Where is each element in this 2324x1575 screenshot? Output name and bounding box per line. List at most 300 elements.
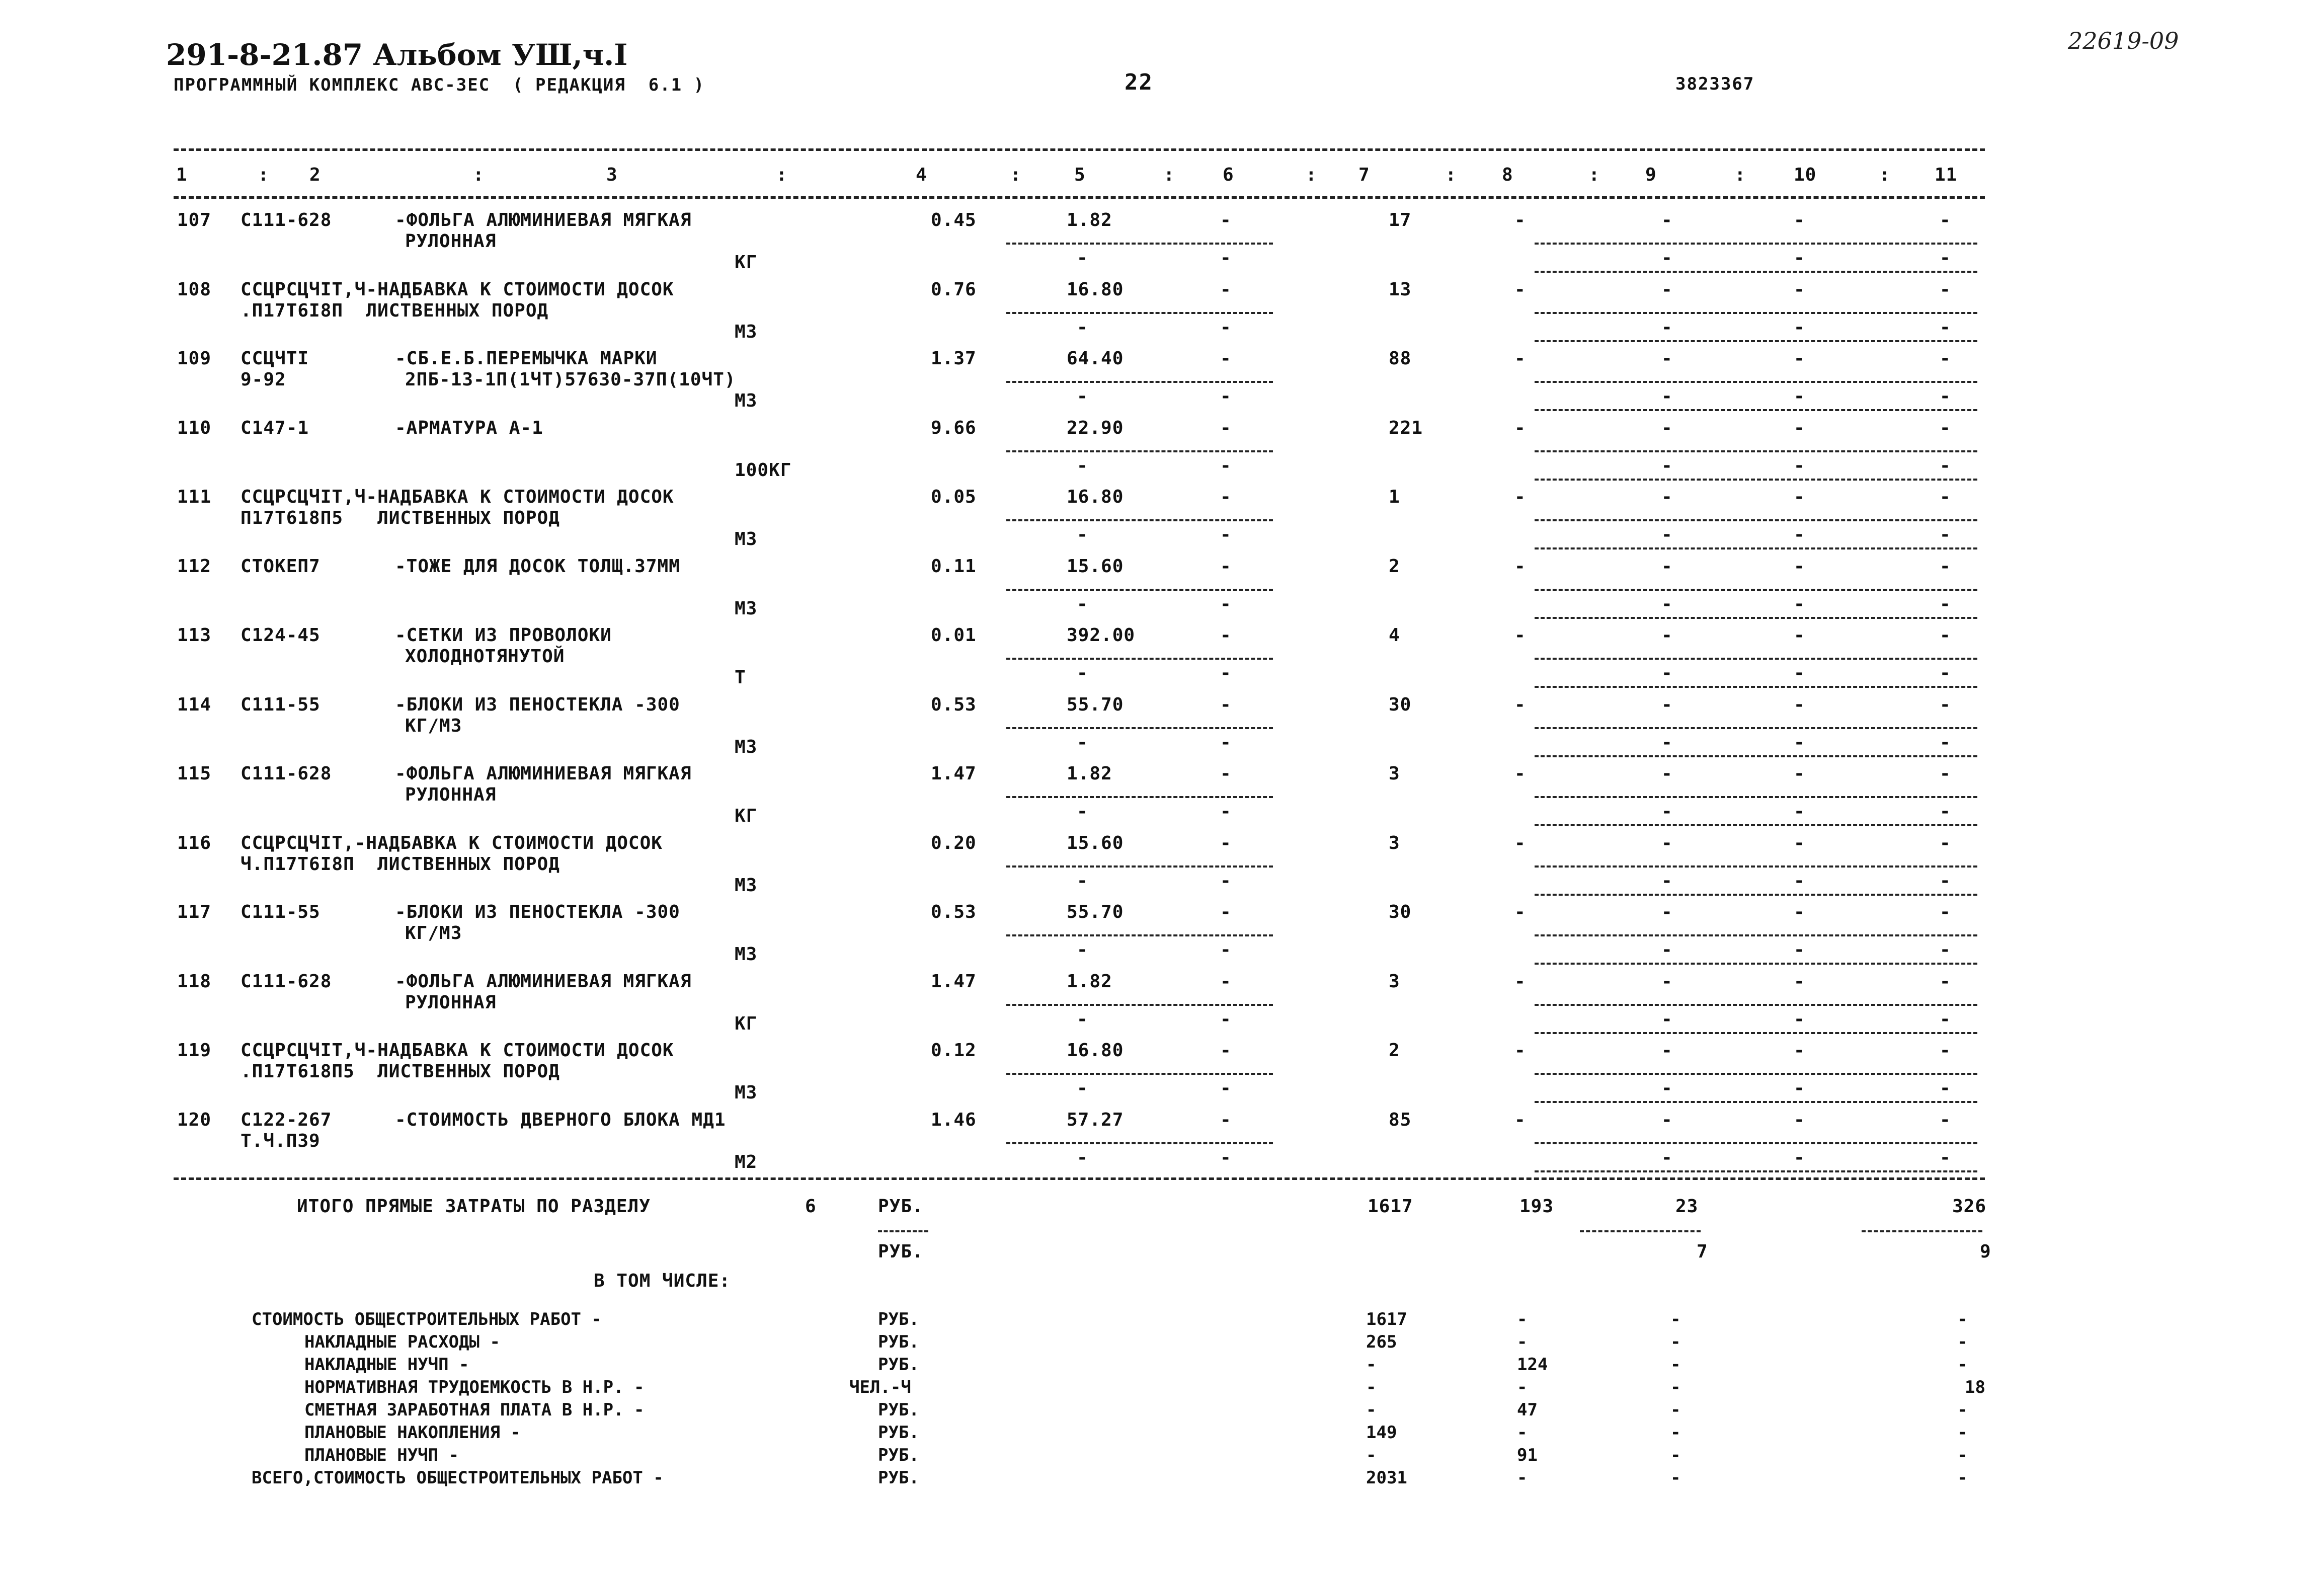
- summary-col7: 149: [1366, 1423, 1397, 1443]
- row-description: -БЛОКИ ИЗ ПЕНОСТЕКЛА -300: [395, 694, 680, 715]
- summary-col9: -: [1670, 1445, 1681, 1465]
- row-col8: -: [1514, 694, 1526, 715]
- row-unit: Т: [735, 667, 746, 688]
- row-col7: 30: [1389, 902, 1412, 922]
- row-col6-lower: -: [1220, 594, 1232, 614]
- row-subrule-col5-6: [1006, 727, 1273, 729]
- totals-label: ИТОГО ПРЯМЫЕ ЗАТРАТЫ ПО РАЗДЕЛУ: [297, 1196, 651, 1217]
- row-quantity: 1.47: [931, 763, 977, 784]
- row-price: 55.70: [1067, 902, 1124, 922]
- row-number: 107: [177, 210, 212, 230]
- row-col6-lower: -: [1220, 1009, 1232, 1030]
- row-col8: -: [1514, 1040, 1526, 1061]
- summary-col7: 2031: [1366, 1468, 1407, 1488]
- row-col7: 30: [1389, 694, 1412, 715]
- row-description-line2: РУЛОННАЯ: [405, 992, 497, 1013]
- summary-label: ПЛАНОВЫЕ НУЧП -: [304, 1445, 459, 1465]
- summary-col11: -: [1957, 1423, 1968, 1443]
- row-col6: -: [1220, 1110, 1232, 1130]
- totals-col7: 1617: [1368, 1196, 1413, 1217]
- totals-col9-rule: [1580, 1230, 1701, 1232]
- row-col10-lower: -: [1794, 663, 1805, 683]
- row-col9-lower: -: [1661, 801, 1673, 822]
- row-col8: -: [1514, 210, 1526, 230]
- row-col11-lower: -: [1940, 1147, 1951, 1168]
- row-col5-lower: -: [1077, 317, 1088, 338]
- row-col11: -: [1940, 971, 1951, 992]
- table-top-rule: [174, 148, 1985, 151]
- row-subrule-col9-11-lower: [1535, 963, 1977, 965]
- summary-label: ВСЕГО,СТОИМОСТЬ ОБЩЕСТРОИТЕЛЬНЫХ РАБОТ -: [252, 1468, 664, 1488]
- row-subrule-col5-6: [1006, 243, 1273, 245]
- row-col10: -: [1794, 833, 1805, 853]
- row-code-line2: П17Т618П5 ЛИСТВЕННЫХ ПОРОД: [241, 508, 560, 528]
- row-quantity: 0.20: [931, 833, 977, 853]
- summary-col7: -: [1366, 1377, 1377, 1397]
- row-col11-lower: -: [1940, 317, 1951, 338]
- summary-col11: -: [1957, 1445, 1968, 1465]
- row-col7: 2: [1389, 556, 1400, 577]
- row-col6: -: [1220, 418, 1232, 438]
- row-col6: -: [1220, 348, 1232, 369]
- row-col9-lower: -: [1661, 386, 1673, 407]
- row-price: 16.80: [1067, 1040, 1124, 1061]
- row-col11: -: [1940, 210, 1951, 230]
- column-header-11: 11: [1935, 165, 1958, 185]
- row-col9: -: [1661, 279, 1673, 300]
- row-col6: -: [1220, 971, 1232, 992]
- row-col9: -: [1661, 1110, 1673, 1130]
- row-subrule-col9-11: [1535, 243, 1977, 245]
- row-col9: -: [1661, 694, 1673, 715]
- row-code: ССЦРСЦЧIТ,Ч-НАДБАВКА К СТОИМОСТИ ДОСОК: [241, 279, 674, 300]
- row-col10: -: [1794, 418, 1805, 438]
- row-col11-lower: -: [1940, 663, 1951, 683]
- totals-unit-rule: [878, 1230, 928, 1232]
- row-code: ССЦРСЦЧIТ,Ч-НАДБАВКА К СТОИМОСТИ ДОСОК: [241, 487, 674, 507]
- row-col6: -: [1220, 625, 1232, 646]
- row-price: 16.80: [1067, 487, 1124, 507]
- column-separator: :: [1588, 165, 1600, 185]
- column-header-4: 4: [916, 165, 927, 185]
- row-col10-lower: -: [1794, 524, 1805, 545]
- row-col6: -: [1220, 833, 1232, 853]
- row-col6: -: [1220, 279, 1232, 300]
- summary-col11: -: [1957, 1400, 1968, 1420]
- row-subrule-col5-6: [1006, 312, 1273, 314]
- row-col6: -: [1220, 487, 1232, 507]
- row-unit: М3: [735, 944, 758, 965]
- row-quantity: 1.37: [931, 348, 977, 369]
- row-price: 22.90: [1067, 418, 1124, 438]
- row-quantity: 1.46: [931, 1110, 977, 1130]
- row-col6: -: [1220, 694, 1232, 715]
- row-subrule-col9-11: [1535, 727, 1977, 729]
- summary-unit: РУБ.: [878, 1309, 919, 1329]
- row-col8: -: [1514, 348, 1526, 369]
- row-unit: М3: [735, 529, 758, 549]
- column-header-3: 3: [606, 165, 618, 185]
- row-description-line2: ХОЛОДНОТЯНУТОЙ: [405, 646, 565, 667]
- row-col7: 2: [1389, 1040, 1400, 1061]
- row-col9-lower: -: [1661, 871, 1673, 891]
- row-col9-lower: -: [1661, 1009, 1673, 1030]
- row-col10: -: [1794, 487, 1805, 507]
- row-code: ССЦРСЦЧIТ,-НАДБАВКА К СТОИМОСТИ ДОСОК: [241, 833, 663, 853]
- row-col10: -: [1794, 210, 1805, 230]
- row-col10-lower: -: [1794, 317, 1805, 338]
- row-col11-lower: -: [1940, 801, 1951, 822]
- row-col9-lower: -: [1661, 317, 1673, 338]
- summary-unit: РУБ.: [878, 1445, 919, 1465]
- row-col9-lower: -: [1661, 594, 1673, 614]
- row-subrule-col9-11: [1535, 1142, 1977, 1144]
- totals-col8: 193: [1519, 1196, 1554, 1217]
- row-col11-lower: -: [1940, 1009, 1951, 1030]
- row-subrule-col5-6: [1006, 1073, 1273, 1075]
- row-subrule-col5-6: [1006, 519, 1273, 521]
- row-quantity: 0.01: [931, 625, 977, 646]
- column-header-5: 5: [1074, 165, 1086, 185]
- row-subrule-col9-11-lower: [1535, 1101, 1977, 1103]
- row-col7: 3: [1389, 763, 1400, 784]
- row-col6: -: [1220, 902, 1232, 922]
- summary-label: СМЕТНАЯ ЗАРАБОТНАЯ ПЛАТА В Н.Р. -: [304, 1400, 645, 1420]
- totals-col11-second: 9: [1980, 1241, 1991, 1262]
- summary-col8: -: [1517, 1468, 1528, 1488]
- row-unit: М3: [735, 322, 758, 342]
- row-unit: М2: [735, 1152, 758, 1172]
- row-col10: -: [1794, 348, 1805, 369]
- row-description: -ФОЛЬГА АЛЮМИНИЕВАЯ МЯГКАЯ: [395, 763, 692, 784]
- summary-label: НАКЛАДНЫЕ РАСХОДЫ -: [304, 1332, 500, 1352]
- row-col5-lower: -: [1077, 1147, 1088, 1168]
- row-unit: М3: [735, 737, 758, 757]
- row-col9-lower: -: [1661, 455, 1673, 476]
- row-unit: М3: [735, 598, 758, 619]
- row-col11-lower: -: [1940, 871, 1951, 891]
- totals-col9-second: 7: [1697, 1241, 1708, 1262]
- row-col10-lower: -: [1794, 386, 1805, 407]
- row-col6-lower: -: [1220, 455, 1232, 476]
- row-col10: -: [1794, 556, 1805, 577]
- row-col6-lower: -: [1220, 1078, 1232, 1098]
- column-header-10: 10: [1794, 165, 1817, 185]
- row-col9-lower: -: [1661, 663, 1673, 683]
- row-col9: -: [1661, 625, 1673, 646]
- row-col11-lower: -: [1940, 939, 1951, 960]
- row-col8: -: [1514, 279, 1526, 300]
- row-price: 15.60: [1067, 833, 1124, 853]
- totals-col11-rule: [1862, 1230, 1982, 1232]
- row-col10-lower: -: [1794, 1009, 1805, 1030]
- row-col10: -: [1794, 971, 1805, 992]
- row-col9-lower: -: [1661, 732, 1673, 753]
- album-title: 291-8-21.87 Альбом УШ,ч.I: [166, 38, 628, 72]
- row-col9: -: [1661, 1040, 1673, 1061]
- row-col5-lower: -: [1077, 524, 1088, 545]
- summary-unit: ЧЕЛ.-Ч: [849, 1377, 911, 1397]
- row-code-line2: .П17Т6I8П ЛИСТВЕННЫХ ПОРОД: [241, 300, 549, 321]
- row-col11-lower: -: [1940, 386, 1951, 407]
- row-code: ССЦРСЦЧIТ,Ч-НАДБАВКА К СТОИМОСТИ ДОСОК: [241, 1040, 674, 1061]
- row-code: С147-1: [241, 418, 309, 438]
- summary-col9: -: [1670, 1468, 1681, 1488]
- row-subrule-col9-11-lower: [1535, 894, 1977, 896]
- row-col11: -: [1940, 556, 1951, 577]
- page-number: 22: [1125, 69, 1153, 95]
- row-col6-lower: -: [1220, 1147, 1232, 1168]
- row-col10: -: [1794, 1040, 1805, 1061]
- summary-col8: -: [1517, 1377, 1528, 1397]
- row-unit: КГ: [735, 1013, 758, 1034]
- row-col8: -: [1514, 487, 1526, 507]
- summary-col7: -: [1366, 1445, 1377, 1465]
- row-col11: -: [1940, 1110, 1951, 1130]
- summary-col11: -: [1957, 1355, 1968, 1375]
- row-unit: М3: [735, 1082, 758, 1103]
- row-col6-lower: -: [1220, 663, 1232, 683]
- row-col6-lower: -: [1220, 801, 1232, 822]
- row-col5-lower: -: [1077, 663, 1088, 683]
- summary-unit: РУБ.: [878, 1468, 919, 1488]
- row-code-line2: Ч.П17Т6I8П ЛИСТВЕННЫХ ПОРОД: [241, 854, 560, 875]
- row-price: 1.82: [1067, 763, 1112, 784]
- row-description: -БЛОКИ ИЗ ПЕНОСТЕКЛА -300: [395, 902, 680, 922]
- row-subrule-col9-11: [1535, 381, 1977, 383]
- row-price: 1.82: [1067, 971, 1112, 992]
- totals-unit: РУБ.: [878, 1196, 924, 1217]
- row-code: СТОКЕП7: [241, 556, 320, 577]
- row-quantity: 9.66: [931, 418, 977, 438]
- row-col11: -: [1940, 763, 1951, 784]
- row-number: 118: [177, 971, 212, 992]
- row-unit: М3: [735, 875, 758, 896]
- row-col11: -: [1940, 279, 1951, 300]
- row-col5-lower: -: [1077, 871, 1088, 891]
- row-code-line2: 9-92: [241, 369, 286, 390]
- row-col9: -: [1661, 971, 1673, 992]
- row-number: 114: [177, 694, 212, 715]
- row-col9: -: [1661, 487, 1673, 507]
- row-subrule-col9-11-lower: [1535, 755, 1977, 757]
- column-header-7: 7: [1358, 165, 1370, 185]
- row-number: 115: [177, 763, 212, 784]
- row-col9: -: [1661, 418, 1673, 438]
- table-bottom-rule: [174, 1177, 1985, 1180]
- row-col6: -: [1220, 763, 1232, 784]
- row-subrule-col9-11-lower: [1535, 340, 1977, 342]
- row-subrule-col5-6: [1006, 381, 1273, 383]
- summary-col8: -: [1517, 1309, 1528, 1329]
- column-header-6: 6: [1223, 165, 1234, 185]
- row-col7: 4: [1389, 625, 1400, 646]
- row-subrule-col5-6: [1006, 1142, 1273, 1144]
- summary-col7: -: [1366, 1355, 1377, 1375]
- row-col9: -: [1661, 763, 1673, 784]
- row-subrule-col9-11-lower: [1535, 271, 1977, 273]
- summary-col9: -: [1670, 1332, 1681, 1352]
- row-col11: -: [1940, 418, 1951, 438]
- row-col9: -: [1661, 348, 1673, 369]
- row-col7: 88: [1389, 348, 1412, 369]
- summary-col7: 1617: [1366, 1309, 1407, 1329]
- summary-col9: -: [1670, 1423, 1681, 1443]
- row-col10-lower: -: [1794, 594, 1805, 614]
- row-col6-lower: -: [1220, 732, 1232, 753]
- row-col11: -: [1940, 833, 1951, 853]
- totals-col9: 23: [1675, 1196, 1699, 1217]
- row-col5-lower: -: [1077, 1009, 1088, 1030]
- row-description: -ФОЛЬГА АЛЮМИНИЕВАЯ МЯГКАЯ: [395, 210, 692, 230]
- row-quantity: 0.45: [931, 210, 977, 230]
- column-separator: :: [1734, 165, 1746, 185]
- row-code: С111-55: [241, 694, 320, 715]
- row-col10-lower: -: [1794, 871, 1805, 891]
- row-subrule-col9-11: [1535, 1073, 1977, 1075]
- row-col10-lower: -: [1794, 455, 1805, 476]
- summary-col9: -: [1670, 1400, 1681, 1420]
- row-code: С124-45: [241, 625, 320, 646]
- row-subrule-col9-11-lower: [1535, 409, 1977, 411]
- row-col5-lower: -: [1077, 248, 1088, 268]
- row-description-line2: КГ/М3: [405, 923, 462, 943]
- column-separator: :: [258, 165, 270, 185]
- row-col10-lower: -: [1794, 939, 1805, 960]
- program-title: ПРОГРАММНЫЙ КОМПЛЕКС АВС-3ЕС ( РЕДАКЦИЯ 6.1 ): [174, 75, 705, 95]
- row-quantity: 1.47: [931, 971, 977, 992]
- row-col10-lower: -: [1794, 1078, 1805, 1098]
- row-description: -ФОЛЬГА АЛЮМИНИЕВАЯ МЯГКАЯ: [395, 971, 692, 992]
- summary-col7: -: [1366, 1400, 1377, 1420]
- row-subrule-col5-6: [1006, 658, 1273, 660]
- row-col9: -: [1661, 556, 1673, 577]
- row-description-line2: РУЛОННАЯ: [405, 784, 497, 805]
- row-price: 1.82: [1067, 210, 1112, 230]
- row-description: -СБ.Е.Б.ПЕРЕМЫЧКА МАРКИ: [395, 348, 658, 369]
- row-col5-lower: -: [1077, 594, 1088, 614]
- row-code: С111-628: [241, 210, 332, 230]
- summary-col11: -: [1957, 1468, 1968, 1488]
- row-col11-lower: -: [1940, 455, 1951, 476]
- row-col11: -: [1940, 348, 1951, 369]
- row-quantity: 0.05: [931, 487, 977, 507]
- row-col8: -: [1514, 556, 1526, 577]
- row-unit: КГ: [735, 806, 758, 826]
- row-subrule-col5-6: [1006, 796, 1273, 798]
- summary-unit: РУБ.: [878, 1423, 919, 1443]
- row-description: -ТОЖЕ ДЛЯ ДОСОК ТОЛЩ.37ММ: [395, 556, 680, 577]
- row-col11-lower: -: [1940, 1078, 1951, 1098]
- row-col10-lower: -: [1794, 801, 1805, 822]
- summary-col9: -: [1670, 1355, 1681, 1375]
- including-label: В ТОМ ЧИСЛЕ:: [594, 1271, 731, 1291]
- row-col9-lower: -: [1661, 248, 1673, 268]
- row-subrule-col9-11-lower: [1535, 547, 1977, 549]
- row-col8: -: [1514, 418, 1526, 438]
- column-header-1: 1: [176, 165, 188, 185]
- row-subrule-col9-11: [1535, 658, 1977, 660]
- row-description-line2: КГ/М3: [405, 716, 462, 736]
- row-subrule-col5-6: [1006, 1004, 1273, 1006]
- row-description: -СЕТКИ ИЗ ПРОВОЛОКИ: [395, 625, 612, 646]
- row-col9-lower: -: [1661, 1147, 1673, 1168]
- row-number: 110: [177, 418, 212, 438]
- summary-col8: 47: [1517, 1400, 1538, 1420]
- row-quantity: 0.53: [931, 694, 977, 715]
- row-number: 113: [177, 625, 212, 646]
- summary-col11: 18: [1965, 1377, 1985, 1397]
- summary-unit: РУБ.: [878, 1355, 919, 1375]
- row-col6-lower: -: [1220, 317, 1232, 338]
- row-number: 119: [177, 1040, 212, 1061]
- row-col11: -: [1940, 625, 1951, 646]
- row-col10: -: [1794, 902, 1805, 922]
- column-separator: :: [1445, 165, 1457, 185]
- row-number: 108: [177, 279, 212, 300]
- column-separator: :: [1163, 165, 1175, 185]
- row-col11-lower: -: [1940, 732, 1951, 753]
- row-col11-lower: -: [1940, 524, 1951, 545]
- row-price: 57.27: [1067, 1110, 1124, 1130]
- row-description: -АРМАТУРА А-1: [395, 418, 543, 438]
- row-subrule-col5-6: [1006, 865, 1273, 868]
- row-col8: -: [1514, 1110, 1526, 1130]
- row-code: С122-267: [241, 1110, 332, 1130]
- row-col6: -: [1220, 1040, 1232, 1061]
- row-col7: 17: [1389, 210, 1412, 230]
- row-col9-lower: -: [1661, 1078, 1673, 1098]
- row-subrule-col9-11-lower: [1535, 479, 1977, 481]
- column-separator: :: [1879, 165, 1891, 185]
- summary-col11: -: [1957, 1332, 1968, 1352]
- row-col9: -: [1661, 210, 1673, 230]
- row-col6: -: [1220, 556, 1232, 577]
- row-col6-lower: -: [1220, 939, 1232, 960]
- row-subrule-col9-11-lower: [1535, 1170, 1977, 1172]
- row-col7: 13: [1389, 279, 1412, 300]
- summary-col8: -: [1517, 1332, 1528, 1352]
- row-col7: 221: [1389, 418, 1423, 438]
- row-price: 15.60: [1067, 556, 1124, 577]
- summary-unit: РУБ.: [878, 1332, 919, 1352]
- summary-label: НОРМАТИВНАЯ ТРУДОЕМКОСТЬ В Н.Р. -: [304, 1377, 645, 1397]
- row-description-line2: РУЛОННАЯ: [405, 231, 497, 252]
- row-col8: -: [1514, 833, 1526, 853]
- row-col6-lower: -: [1220, 248, 1232, 268]
- summary-col9: -: [1670, 1309, 1681, 1329]
- row-subrule-col5-6: [1006, 589, 1273, 591]
- row-col11: -: [1940, 902, 1951, 922]
- row-col7: 3: [1389, 971, 1400, 992]
- row-subrule-col9-11: [1535, 934, 1977, 936]
- row-number: 109: [177, 348, 212, 369]
- row-code-line2: Т.Ч.П39: [241, 1131, 320, 1151]
- row-quantity: 0.53: [931, 902, 977, 922]
- row-col5-lower: -: [1077, 455, 1088, 476]
- row-subrule-col5-6: [1006, 934, 1273, 936]
- row-col5-lower: -: [1077, 386, 1088, 407]
- row-col10: -: [1794, 694, 1805, 715]
- row-col10-lower: -: [1794, 1147, 1805, 1168]
- totals-section: 6: [805, 1196, 817, 1217]
- row-col11: -: [1940, 694, 1951, 715]
- row-subrule-col5-6: [1006, 450, 1273, 452]
- row-col10: -: [1794, 625, 1805, 646]
- summary-label: ПЛАНОВЫЕ НАКОПЛЕНИЯ -: [304, 1423, 521, 1443]
- table-header-rule: [174, 196, 1985, 199]
- row-subrule-col9-11: [1535, 796, 1977, 798]
